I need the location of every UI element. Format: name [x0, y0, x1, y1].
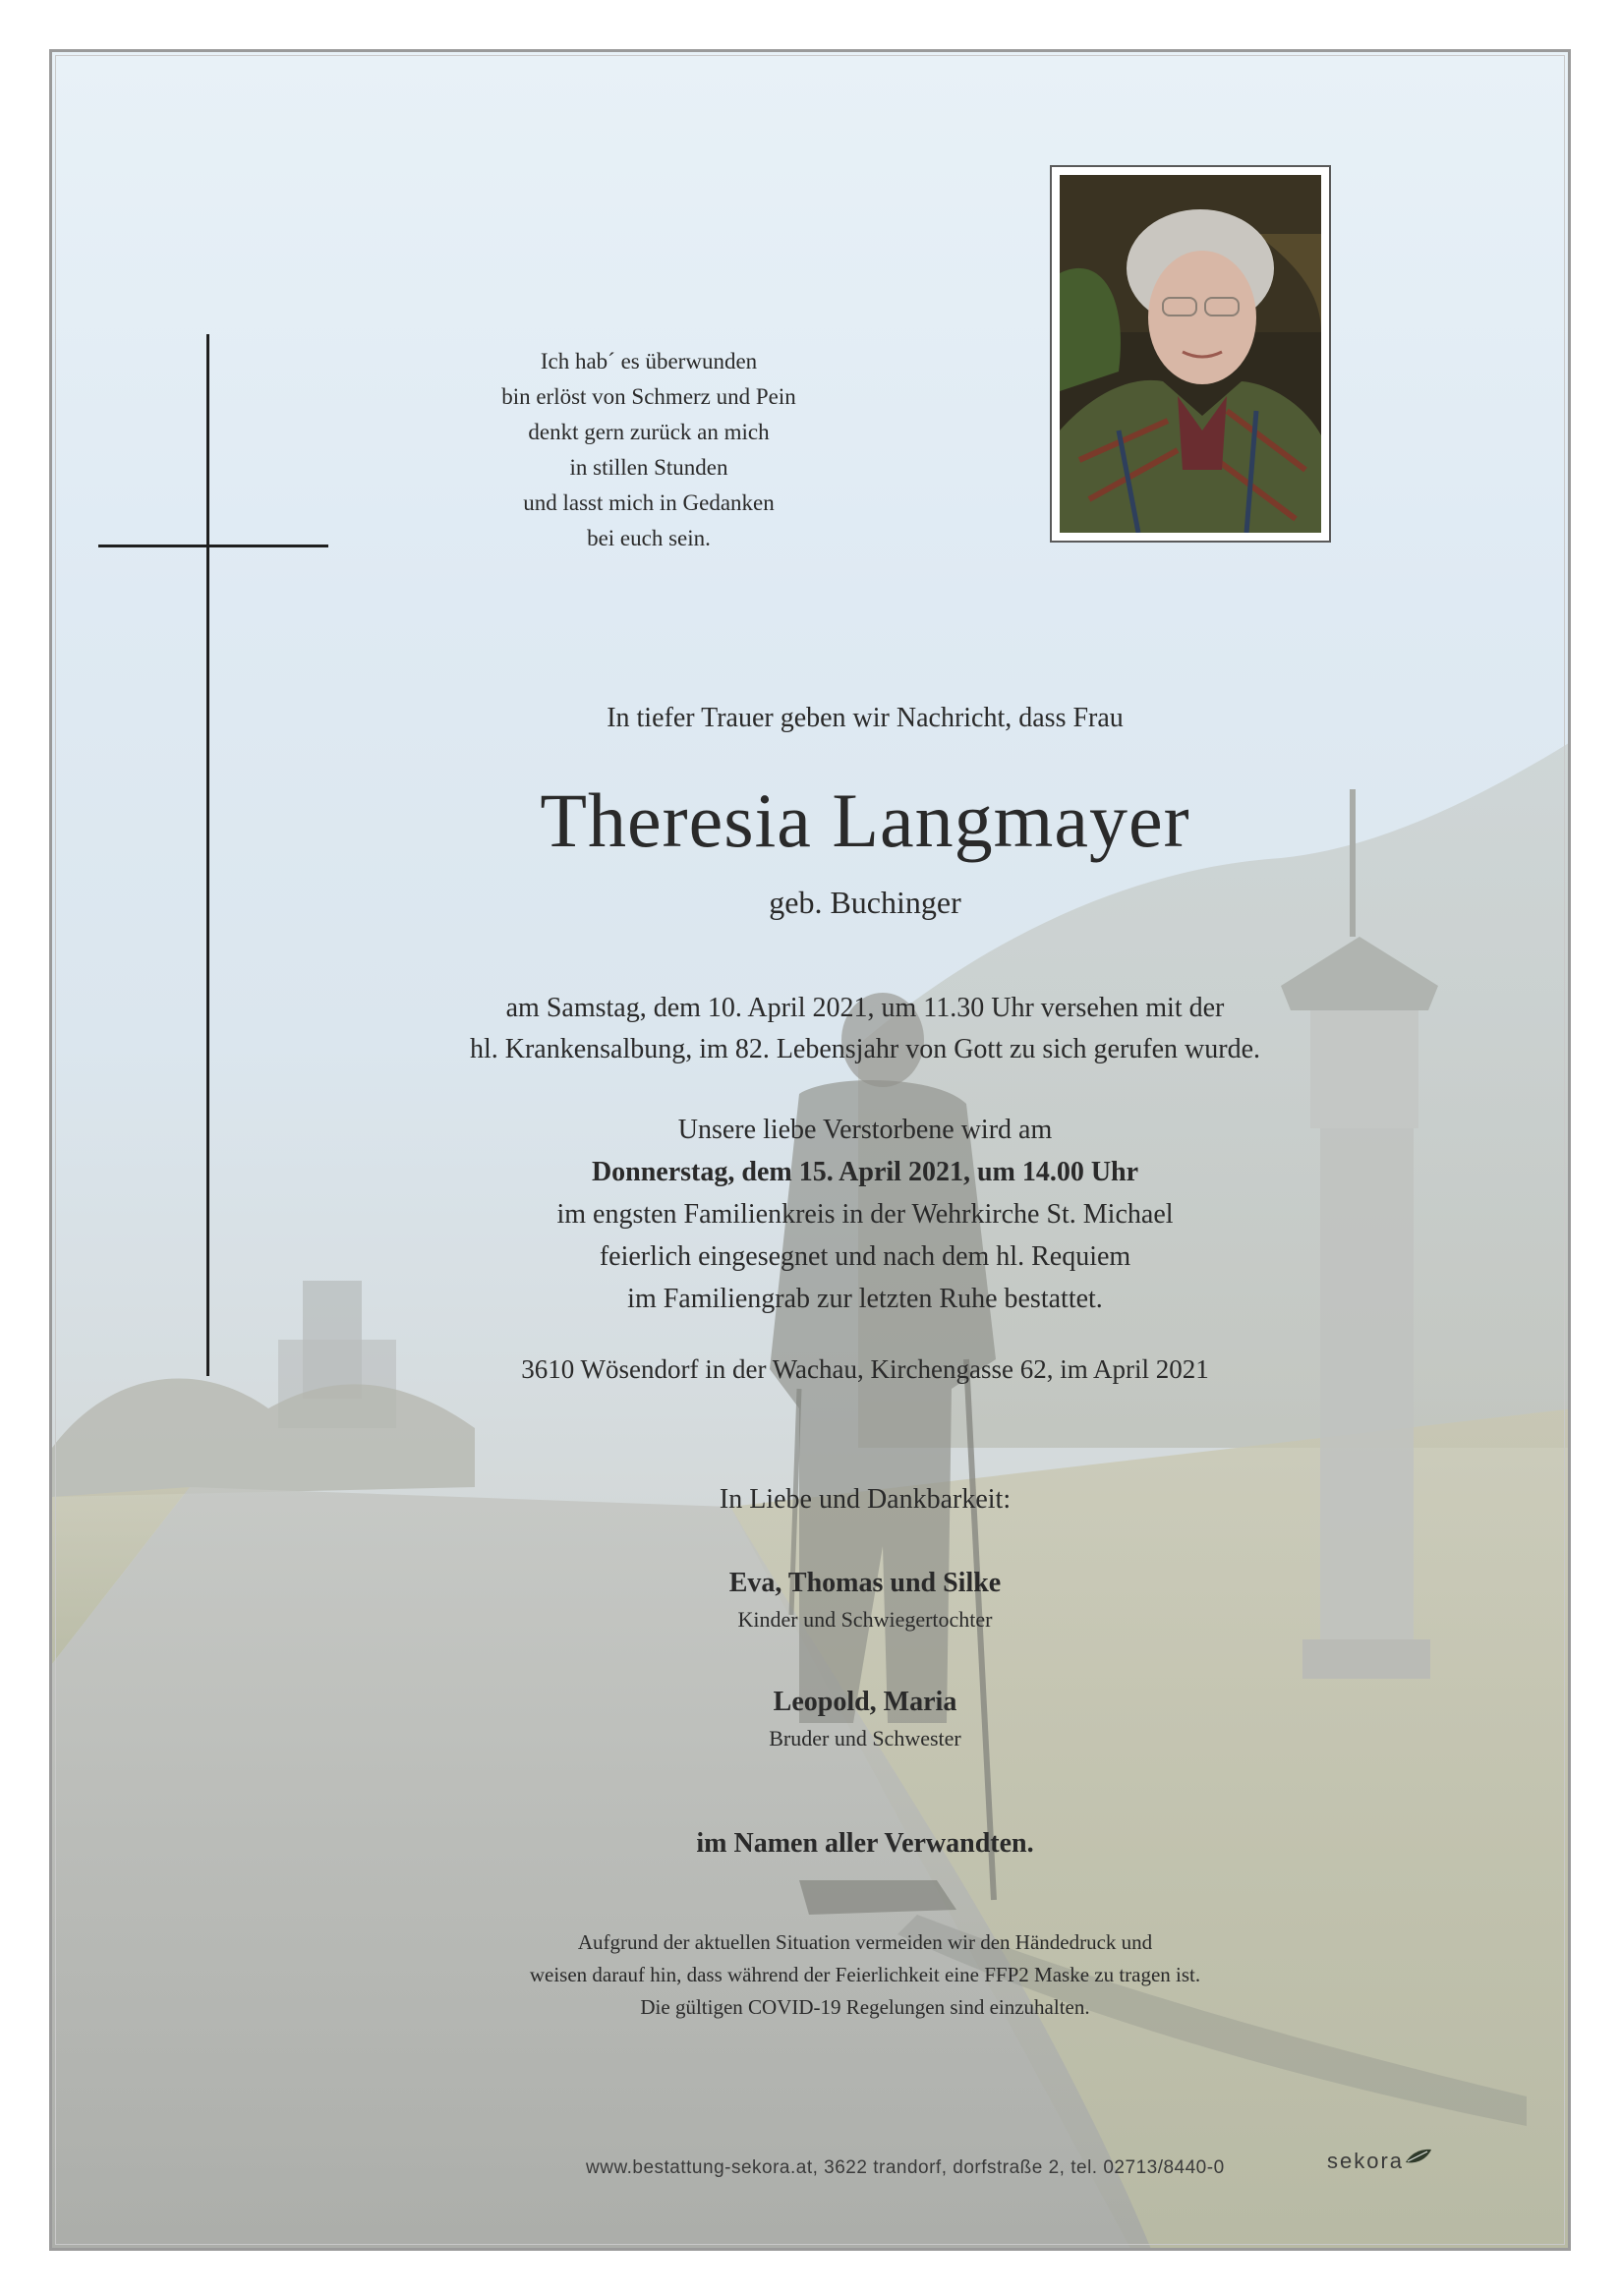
mourner-names: Eva, Thomas und Silke [728, 1568, 1002, 1598]
leaf-icon [1404, 2147, 1433, 2168]
footer-contact: www.bestattung-sekora.at, 3622 trandorf, dorfstraße 2, tel. 02713/8440-0 [586, 2157, 1225, 2178]
covid-line: weisen darauf hin, dass während der Feierlichkeit eine FFP2 Maske zu tragen ist. [529, 1963, 1201, 1986]
funeral-line: im Familiengrab zur letzten Ruhe bestattet. [627, 1284, 1103, 1314]
mourner-group [374, 1568, 1357, 1633]
mourner-relation: Kinder und Schwiegertochter [737, 1607, 993, 1632]
deceased-name: Theresia Langmayer [540, 777, 1190, 863]
covid-notice [374, 1926, 1357, 2024]
sekora-logo [1327, 2149, 1445, 2184]
mourner-relation: Bruder und Schwester [769, 1726, 961, 1751]
thanks-heading: In Liebe und Dankbarkeit: [719, 1484, 1012, 1515]
funeral-line: Unsere liebe Verstorbene wird am [677, 1115, 1053, 1145]
covid-line: Die gültigen COVID-19 Regelungen sind einzuhalten. [640, 1995, 1090, 2019]
cross-icon [206, 334, 209, 1376]
death-details [374, 988, 1357, 1070]
poem-line: denkt gern zurück an mich [528, 420, 770, 444]
poem-line: bei euch sein. [587, 526, 711, 550]
poem-line: und lasst mich in Gedanken [523, 490, 775, 515]
portrait-photo [1050, 165, 1331, 543]
poem-line: Ich hab´ es überwunden [540, 349, 758, 373]
funeral-date: Donnerstag, dem 15. April 2021, um 14.00 Uhr [591, 1157, 1139, 1187]
portrait-image [1060, 175, 1321, 533]
death-line: hl. Krankensalbung, im 82. Lebensjahr von Gott zu sich gerufen wurde. [469, 1034, 1260, 1064]
notice-intro: In tiefer Trauer geben wir Nachricht, dass Frau [607, 703, 1124, 733]
death-line: am Samstag, dem 10. April 2021, um 11.30 Uhr versehen mit der [505, 993, 1225, 1023]
funeral-line: feierlich eingesegnet und nach dem hl. Requiem [599, 1241, 1131, 1272]
logo-text: sekora [1327, 2149, 1405, 2173]
funeral-line: im engsten Familienkreis in der Wehrkirche St. Michael [556, 1199, 1174, 1230]
poem-line: in stillen Stunden [569, 455, 728, 480]
covid-line: Aufgrund der aktuellen Situation vermeiden wir den Händedruck und [577, 1930, 1153, 1954]
maiden-name: geb. Buchinger [769, 885, 961, 920]
relatives-line: im Namen aller Verwandten. [696, 1828, 1034, 1859]
funeral-details [374, 1109, 1357, 1320]
mourner-group [374, 1687, 1357, 1751]
cross-icon-bar [98, 545, 328, 547]
mourner-names: Leopold, Maria [773, 1687, 957, 1717]
address-line: 3610 Wösendorf in der Wachau, Kirchengasse 62, im April 2021 [521, 1354, 1209, 1384]
memorial-poem [452, 344, 845, 556]
poem-line: bin erlöst von Schmerz und Pein [501, 384, 796, 409]
